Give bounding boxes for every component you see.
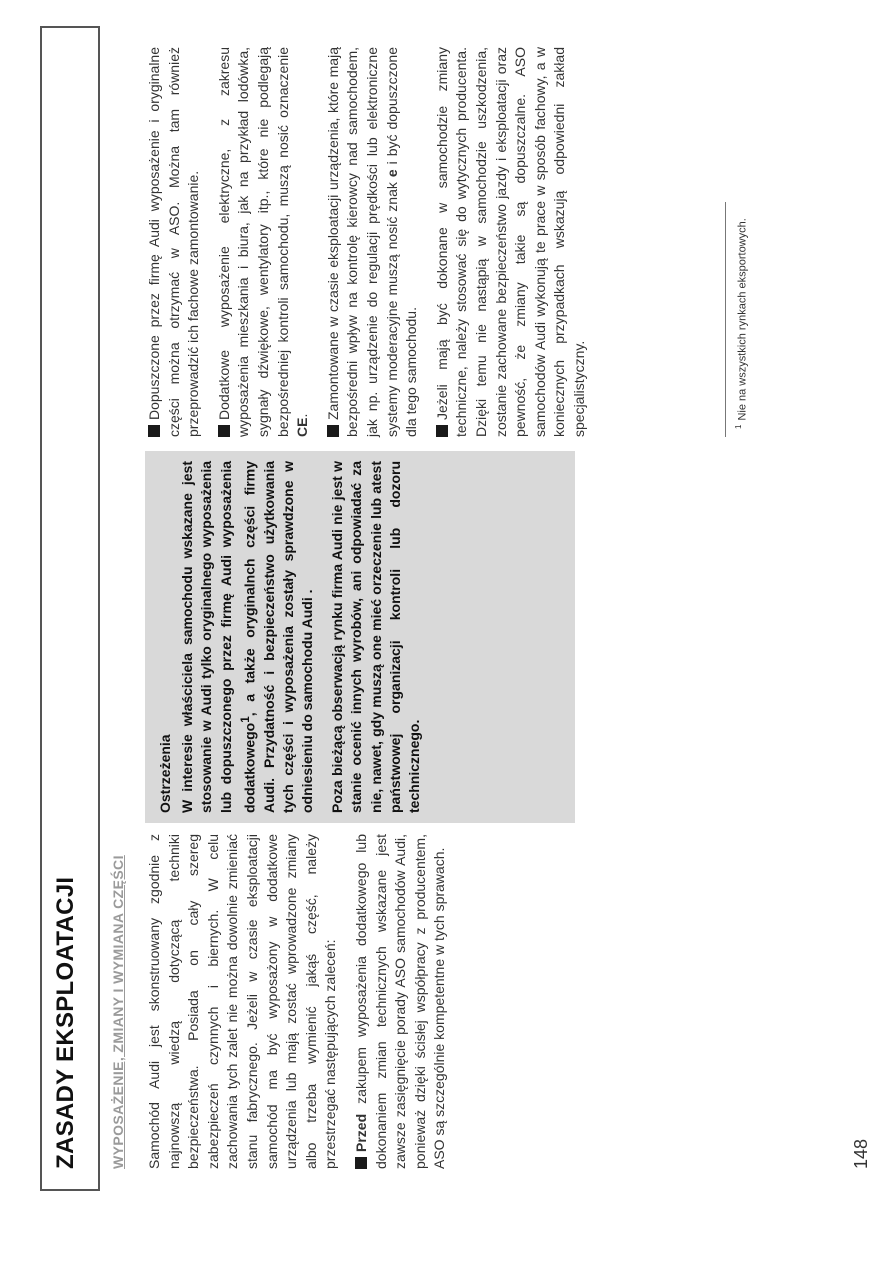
bullet-square-icon [218, 425, 230, 437]
warning-text: , a także oryginalnch części firmy Audi. Przydatność i bezpieczeństwo użytkowania tych części i wyposażenia zostały sprawdzone w odniesieniu do samochodu Audi . [241, 461, 316, 813]
list-item [145, 47, 204, 437]
right-column [145, 47, 600, 437]
bullet-square-icon [148, 425, 160, 437]
footnote [734, 218, 749, 429]
list-item-text: Zamontowane w czasie eksploatacji urządzenia, które mają bezpośredni wpływ na kontrolę kierowcy nad samochodem, jak np. urządzenie do regulacji prędkości lub elektroniczne systemy moderacyjne muszą nosić znak [324, 47, 400, 437]
list-item-text: Jeżeli mają być dokonane w samochodzie zmiany techniczne, należy stosować się do wytycznych producenta. Dzięki temu nie nastąpią w samochodzie uszkodzenia, zostanie zachowane bezpieczeństwo jazdy i eksploatacji oraz pewność, że zmiany takie są dopuszczalne. ASO samochodów Audi wykonują te prace w sposób fachowy, a w koniecznych przypadkach wskazują odpowiedni zakład specjalistyczny. [433, 47, 587, 437]
bullet-square-icon [355, 1157, 367, 1169]
list-item [215, 47, 313, 437]
intro-paragraph: Samochód Audi jest skonstruowany zgodnie z najnowszą wiedzą dotyczącą techniki bezpieczeństwa. Posiada on cały szereg zabezpieczeń czynnych i biernych. W celu zachowania tych zalet nie można dowolnie zmieniać stanu fabrycznego. Jeżeli w czasie eksploatacji samochód ma być wyposażony w dodatkowe urządzenia lub mają zostać wprowadzone zmiany albo trzeba wymienić jakąś część, należy przestrzegać następujących zaleceń: [146, 834, 339, 1169]
ce-mark-text: CE [294, 417, 311, 437]
warning-paragraph: Poza bieżącą obserwacją rynku firma Audi nie jest w stanie ocenić innych wyrobów, ani odpowiadać za nie, nawet, gdy muszą one mieć orzeczenie lub atest państwowej organizacji kontroli lub dozoru technicznego. [329, 461, 423, 813]
page-title: ZASADY EKSPLOATACJI [52, 876, 79, 1169]
left-column [145, 834, 461, 1169]
e-mark-text: e [383, 169, 400, 178]
list-item-text: . [294, 413, 311, 418]
list-item [324, 47, 422, 437]
warning-paragraph [178, 461, 317, 813]
footnote-mark: 1 [734, 424, 743, 429]
list-item-text: zakupem wyposażenia dodatkowego lub dokonaniem zmian technicznych wskazane jest zawsze zasięgnięcie porady ASO samochodów Audi, ponieważ dzięki ścisłej współpracy z producentem, ASO są szczególnie kompetentne w tych sprawach. [352, 834, 448, 1169]
bullet-square-icon [327, 425, 339, 437]
page-number: 148 [851, 1138, 871, 1169]
list-item-text: Dopuszczone przez firmę Audi wyposażenie i oryginalne części można otrzymać w ASO. Można tam również przeprowadzić ich fachowe zamontowanie. [146, 47, 202, 437]
list-item-text: Dodatkowe wyposażenie elektryczne, z zakresu wyposażenia mieszkania i biura, jak na przykład lodówka, sygnały dźwiękowe, wentylatory itp., które nie podlegają bezpośredniej kontroli samochodu, muszą nosić oznaczenie [215, 47, 291, 437]
footnote-divider [725, 202, 726, 437]
warning-column [156, 461, 435, 813]
list-item [352, 834, 450, 1169]
list-item [433, 47, 590, 437]
warning-heading: Ostrzeżenia [157, 734, 173, 813]
footnote-text: Nie na wszystkich rynkach eksportowych. [736, 218, 749, 421]
footnote-reference: 1 [238, 716, 252, 723]
warning-text: W interesie właściciela samochodu wskazane jest stosowanie w Audi tylko oryginalnego wyposażenia lub dopuszczonego przez firmę Audi wyposażenia dodatkowego [179, 461, 258, 813]
section-heading: WYPOSAŻENIE, ZMIANY I WYMIANA CZĘŚCI [110, 855, 126, 1169]
list-item-text: i być dopuszczone dla tego samochodu. [383, 47, 420, 437]
bold-lead-word: Przed [352, 1113, 369, 1152]
bullet-square-icon [436, 425, 448, 437]
